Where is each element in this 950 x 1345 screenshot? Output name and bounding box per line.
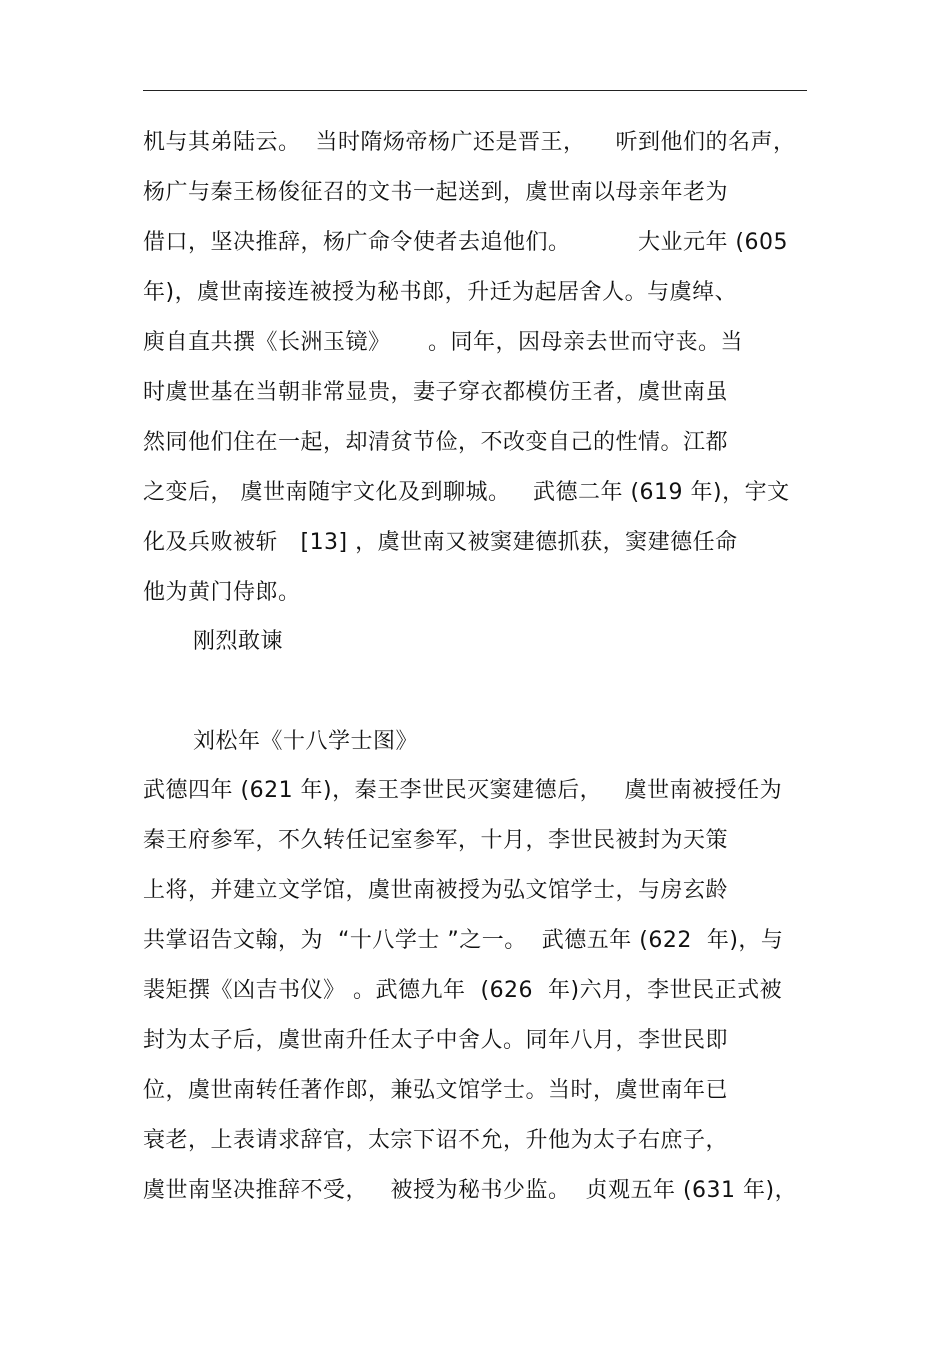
text-line: 封为太子后，虞世南升任太子中舍人。同年八月，李世民即 [143, 1028, 729, 1053]
text-line: 位，虞世南转任著作郎，兼弘文馆学士。当时，虞世南年已 [143, 1078, 729, 1103]
header-rule [143, 90, 807, 91]
text-line: 庾自直共撰《长洲玉镜》 。同年，因母亲去世而守丧。当 [143, 330, 743, 355]
text-line: 化及兵败被斩 [13] ，虞世南又被窦建德抓获，窦建德任命 [143, 530, 738, 555]
text-line: 共掌诏告文翰，为 “十八学士 ”之一。 武德五年 (622 年)，与 [143, 928, 784, 953]
text-line: 然同他们住在一起，却清贫节俭，不改变自己的性情。江都 [143, 430, 729, 455]
text-line: 裴矩撰《凶吉书仪》 。武德九年 (626 年)六月，李世民正式被 [143, 978, 783, 1003]
text-line: 上将，并建立文学馆，虞世南被授为弘文馆学士，与房玄龄 [143, 878, 729, 903]
text-line: 借口，坚决推辞，杨广命令使者去追他们。 大业元年 (605 [143, 230, 789, 255]
text-line: 杨广与秦王杨俊征召的文书一起送到，虞世南以母亲年老为 [143, 180, 729, 205]
text-line: 武德四年 (621 年)，秦王李世民灭窦建德后， 虞世南被授任为 [143, 778, 783, 803]
text-line: 虞世南坚决推辞不受， 被授为秘书少监。 贞观五年 (631 年)， [143, 1178, 798, 1203]
text-line: 年)，虞世南接连被授为秘书郎，升迁为起居舍人。与虞绰、 [143, 280, 738, 305]
text-line: 他为黄门侍郎。 [143, 580, 301, 605]
text-line: 秦王府参军，不久转任记室参军，十月，李世民被封为天策 [143, 828, 729, 853]
text-line: 机与其弟陆云。 当时隋炀帝杨广还是晋王， 听到他们的名声， [143, 130, 796, 155]
text-line: 衰老，上表请求辞官，太宗下诏不允，升他为太子右庶子， [143, 1128, 729, 1153]
image-caption: 刘松年《十八学士图》 [193, 729, 419, 754]
text-line: 之变后， 虞世南随宇文化及到聊城。 武德二年 (619 年)，宇文 [143, 480, 790, 505]
section-heading: 刚烈敢谏 [193, 629, 284, 654]
text-line: 时虞世基在当朝非常显贵，妻子穿衣都模仿王者，虞世南虽 [143, 380, 729, 405]
